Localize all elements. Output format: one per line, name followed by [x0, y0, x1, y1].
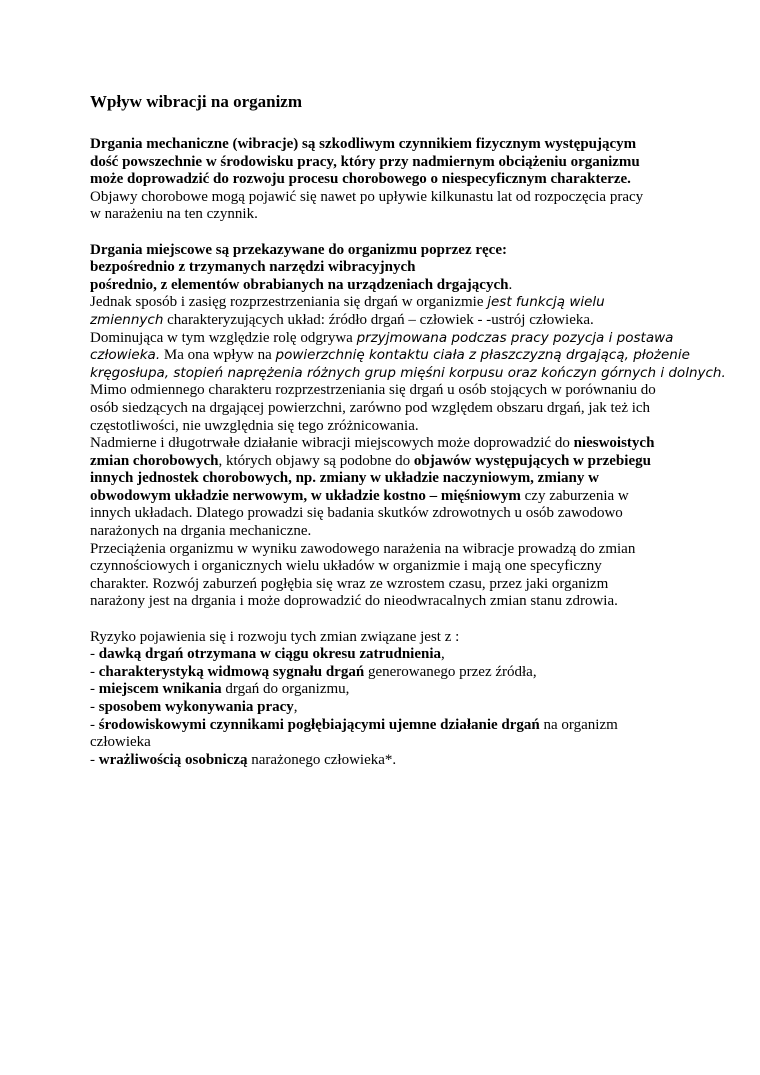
list-item: [90, 752, 680, 770]
list-item-text: człowieka: [90, 734, 151, 751]
local-line: osób siedzących na drgającej powierzchni, zarówno pod względem obszaru drgań, jak też ich: [90, 399, 651, 416]
list-item-bold: dawką drgań otrzymana w ciągu okresu zatrudnienia: [98, 646, 441, 663]
local-line: [90, 347, 690, 365]
intro-bold-line: może doprowadzić do rozwoju procesu chorobowego o niespecyficznym charakterze.: [90, 171, 631, 188]
intro-bold-line: dość powszechnie w środowisku pracy, który przy nadmiernym obciążeniu organizmu: [90, 153, 640, 170]
local-line: narażonych na drgania mechaniczne.: [90, 523, 312, 540]
italic-span: zmiennych: [90, 311, 164, 328]
local-line: charakter. Rozwój zaburzeń pogłębia się wraz ze wzrostem czasu, przez jaki organizm: [90, 575, 609, 592]
italic-span: kręgosłupa, stopień naprężenia różnych grup mięśni korpusu oraz kończyn górnych i dolnych.: [90, 364, 726, 381]
local-vibrations-paragraph: [90, 241, 726, 611]
list-item-text: ,: [441, 646, 445, 663]
local-line: [90, 294, 680, 312]
local-bold-line: pośrednio, z elementów obrabianych na urządzeniach drgających: [90, 276, 509, 293]
text-span: , których objawy są podobne do: [218, 452, 414, 469]
list-bullet: -: [90, 751, 99, 768]
local-line: częstotliwości, nie uwzględnia się tego zróżnicowania.: [90, 417, 419, 434]
paragraph-gap: [90, 224, 680, 242]
text-span: charakteryzujących układ: źródło drgań – człowiek - -ustrój człowieka.: [163, 311, 594, 328]
risk-paragraph: [90, 629, 680, 647]
text-span: Nadmierne i długotrwałe działanie wibracji miejscowych może doprowadzić do: [90, 435, 574, 452]
local-line: innych układach. Dlatego prowadzi się badania skutków zdrowotnych u osób zawodowo: [90, 505, 623, 522]
intro-bold-line: Drgania mechaniczne (wibracje) są szkodliwym czynnikiem fizycznym występującym: [90, 136, 637, 152]
italic-span: człowieka.: [90, 347, 161, 364]
local-line: [90, 277, 680, 295]
list-bullet: -: [90, 699, 99, 715]
list-bullet: -: [90, 646, 99, 663]
list-bullet: -: [90, 716, 99, 733]
text-span: Dominująca w tym względzie rolę odgrywa: [90, 329, 357, 346]
text-span: czy zaburzenia w: [520, 487, 629, 504]
local-line: Mimo odmiennego charakteru rozprzestrzeniania się drgań u osób stojących w porównaniu do: [90, 382, 656, 399]
text-span: Jednak sposób i zasięg rozprzestrzeniania się drgań w organizmie: [90, 294, 488, 311]
bold-span: nieswoistych: [573, 435, 655, 452]
intro-text-line: w narażeniu na ten czynnik.: [90, 206, 258, 223]
local-line: [90, 312, 680, 330]
local-line: narażony jest na drgania i może doprowadzić do nieodwracalnych zmian stanu zdrowia.: [90, 593, 618, 610]
list-item-text: drgań do organizmu,: [221, 681, 350, 698]
list-item-text: na organizm: [539, 716, 618, 733]
list-bullet: -: [90, 681, 99, 698]
local-line: czynnościowych i organicznych wielu układów w organizmie i mają one specyficzny: [90, 558, 602, 575]
bold-span: obwodowym układzie nerwowym, w układzie kostno – mięśniowym: [90, 487, 521, 504]
local-line: [90, 364, 726, 383]
italic-span: przyjmowana podczas pracy pozycja i postawa: [356, 329, 674, 346]
local-line: [90, 435, 680, 453]
list-item: [90, 734, 680, 752]
document-content: [90, 92, 726, 769]
list-item-bold: wrażliwością osobniczą: [98, 751, 248, 768]
local-line: [90, 453, 680, 471]
local-line-end: .: [508, 276, 513, 293]
local-bold-line: Drgania miejscowe są przekazywane do organizmu poprzez ręce:: [90, 241, 507, 258]
list-item-bold: charakterystyką widmową sygnału drgań: [98, 663, 365, 680]
risk-intro: Ryzyko pojawienia się i rozwoju tych zmian związane jest z :: [90, 628, 460, 645]
intro-paragraph: [90, 136, 680, 224]
list-item: [90, 681, 680, 699]
local-line: Przeciążenia organizmu w wyniku zawodowego narażenia na wibracje prowadzą do zmian: [90, 540, 636, 557]
document-title: Wpływ wibracji na organizm: [90, 92, 303, 111]
list-item-bold: miejscem wnikania: [98, 681, 222, 698]
risk-list: [90, 646, 680, 769]
local-line: [90, 488, 680, 506]
list-item-text: ,: [293, 699, 298, 715]
list-item-text: narażonego człowieka*.: [247, 751, 397, 768]
local-bold-line: innych jednostek chorobowych, np. zmiany w układzie naczyniowym, zmiany w: [90, 470, 599, 487]
list-item: [90, 646, 680, 664]
bold-span: objawów występujących w przebiegu: [413, 452, 651, 469]
list-item: [90, 699, 680, 717]
local-line: [90, 330, 680, 348]
text-span: Ma ona wpływ na: [160, 347, 276, 364]
bold-span: zmian chorobowych: [90, 452, 219, 469]
list-bullet: -: [90, 663, 99, 680]
italic-span: powierzchnię kontaktu ciała z płaszczyzną drgającą, płożenie: [275, 347, 690, 364]
list-item-bold: środowiskowymi czynnikami pogłębiającymi ujemne działanie drgań: [98, 716, 540, 733]
paragraph-gap: [90, 611, 680, 629]
intro-text-line: Objawy chorobowe mogą pojawić się nawet po upływie kilkunastu lat od rozpoczęcia pracy: [90, 188, 644, 205]
list-item: [90, 664, 680, 682]
list-item-bold: sposobem wykonywania pracy: [98, 699, 294, 715]
list-item-text: generowanego przez źródła,: [364, 663, 537, 680]
local-bold-line: bezpośrednio z trzymanych narzędzi wibracyjnych: [90, 259, 416, 276]
list-item: [90, 717, 680, 735]
italic-span: jest funkcją wielu: [487, 294, 605, 311]
